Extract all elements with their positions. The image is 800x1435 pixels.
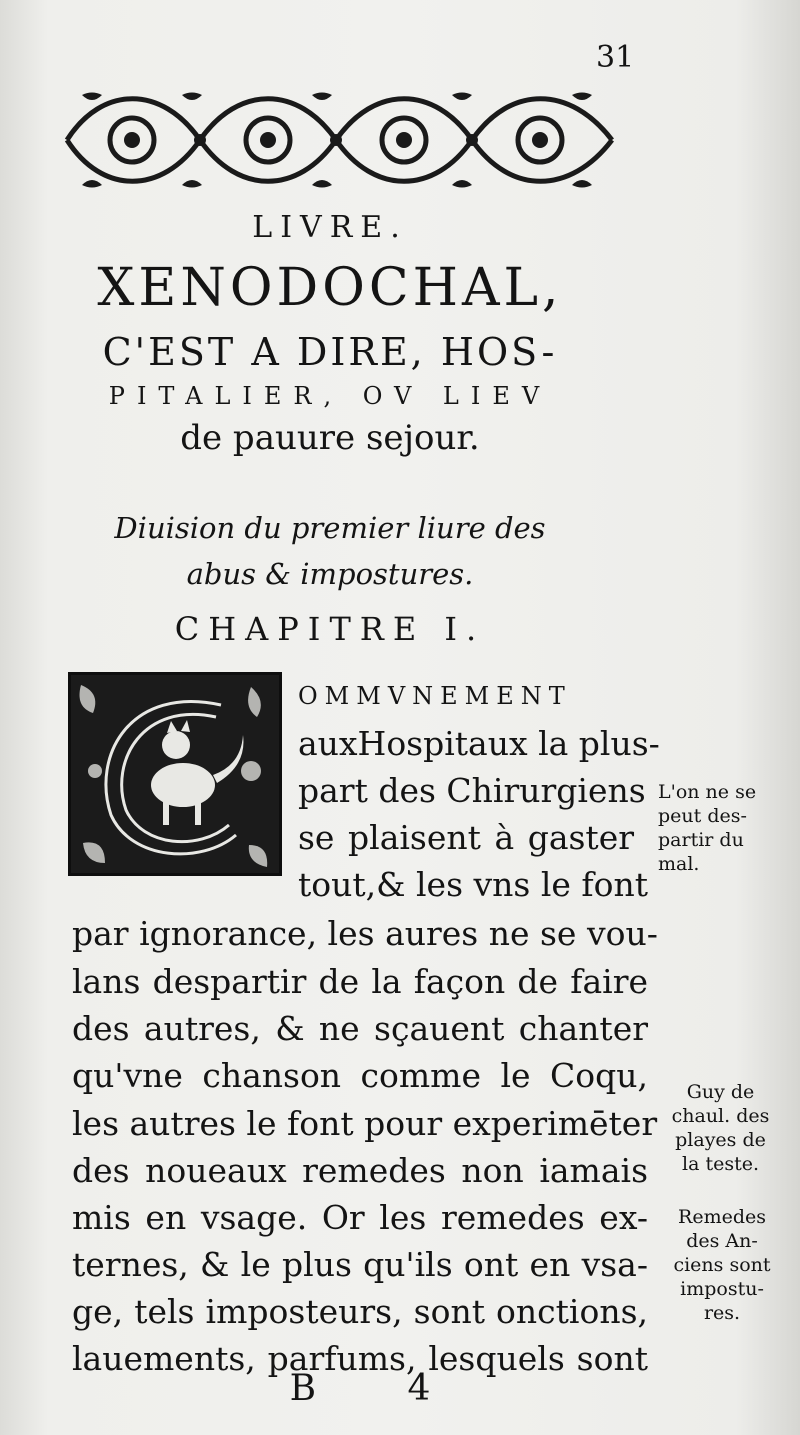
division-line-2: abus & impostures. — [186, 557, 474, 591]
title-line-2: C'EST A DIRE, HOS- — [102, 330, 558, 374]
body-line-15: lauements, parfums, lesquels sont — [72, 1339, 648, 1378]
body-line-9: qu'vne chanson comme le Coqu, — [72, 1056, 648, 1095]
marginal-note-1-line: partir du — [658, 829, 744, 851]
title-line-3: PITALIER, OV LIEV — [108, 382, 552, 410]
ornamental-headpiece — [62, 80, 618, 200]
page-number: 31 — [596, 40, 635, 75]
marginal-note-3-line: des An- — [686, 1230, 758, 1252]
marginal-note-3-line: res. — [703, 1302, 741, 1324]
chapter-heading: CHAPITRE I. — [174, 610, 486, 648]
marginal-note-3 — [662, 1205, 782, 1325]
book-label: LIVRE. — [252, 210, 408, 245]
marginal-note-1-line: L'on ne se — [658, 781, 757, 803]
body-line-8: des autres, & ne sçauent chanter — [72, 1009, 648, 1048]
marginal-note-3-line: impostu- — [680, 1278, 764, 1300]
decorated-initial-c-illustration — [68, 672, 282, 876]
marginal-note-3-line: Remedes — [678, 1206, 766, 1228]
marginal-note-1-line: peut des- — [658, 805, 747, 827]
signature-mark: B 4 — [289, 1368, 471, 1409]
division-subtitle — [0, 505, 660, 597]
body-line-2: auxHospitaux la plus- — [298, 724, 660, 763]
title-line-4: de pauure sejour. — [180, 418, 480, 458]
marginal-note-1 — [658, 780, 778, 876]
body-line-4: se plaisent à gaster — [298, 818, 634, 857]
marginal-note-3-line: ciens sont — [673, 1254, 771, 1276]
marginal-note-2-line: la teste. — [682, 1153, 759, 1175]
marginal-note-2-line: chaul. des — [671, 1105, 770, 1127]
marginal-note-2-line: Guy de — [686, 1081, 755, 1103]
main-title: XENODOCHAL, — [97, 258, 563, 318]
body-line-14: ge, tels imposteurs, sont onctions, — [72, 1292, 648, 1331]
body-line-3: part des Chirurgiens — [298, 771, 646, 810]
marginal-note-2-line: playes de — [675, 1129, 766, 1151]
body-line-11: des noueaux remedes non iamais — [72, 1151, 648, 1190]
body-line-12: mis en vsage. Or les remedes ex- — [72, 1198, 648, 1237]
body-line-6: par ignorance, les aures ne se vou- — [72, 914, 658, 953]
marginal-note-1-line: mal. — [658, 853, 700, 875]
body-line-13: ternes, & le plus qu'ils ont en vsa- — [72, 1245, 648, 1284]
body-line-10: les autres le font pour experimēter — [72, 1104, 658, 1143]
marginal-note-2 — [658, 1080, 783, 1176]
body-line-1: OMMVNEMENT — [298, 682, 572, 710]
body-line-7: lans despartir de la façon de faire — [72, 962, 648, 1001]
body-line-5: tout,& les vns le font — [298, 865, 648, 904]
division-line-1: Diuision du premier liure des — [114, 511, 546, 545]
